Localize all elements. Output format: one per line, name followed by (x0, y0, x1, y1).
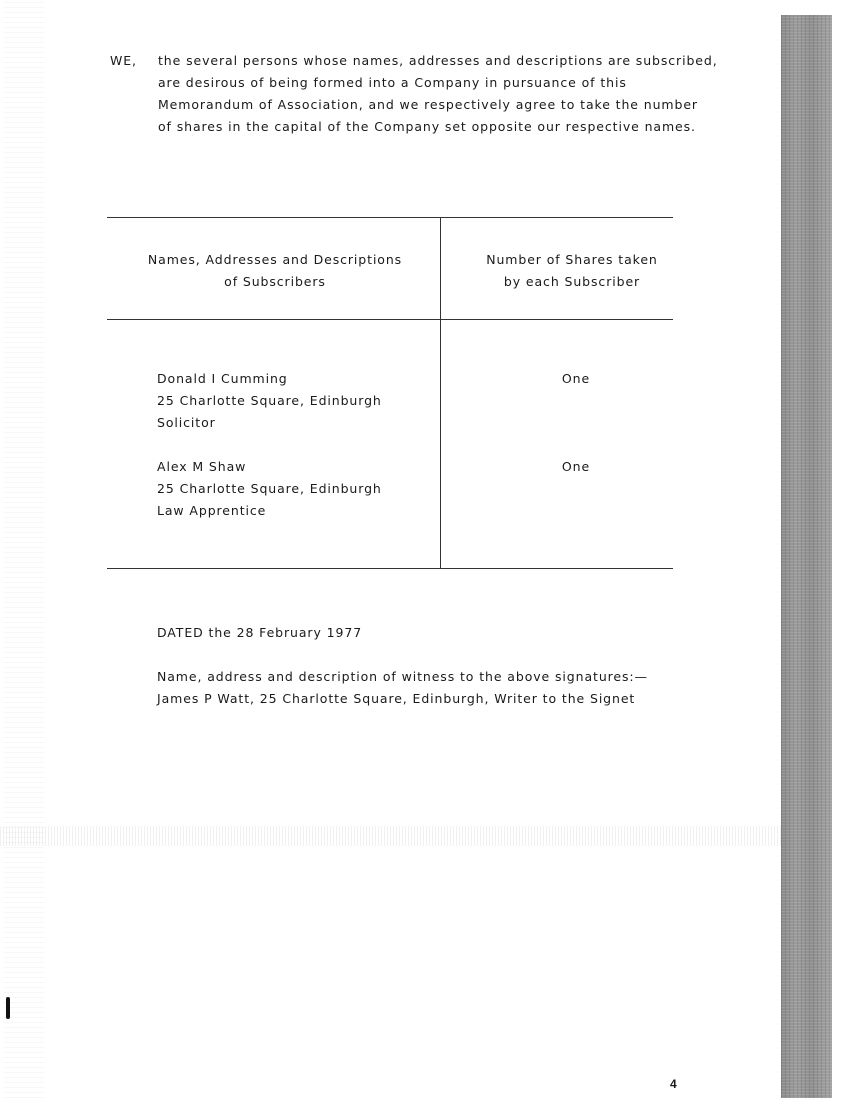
scan-left-edge (4, 0, 44, 1098)
scan-artifact-band (0, 826, 781, 846)
paragraph-line: Memorandum of Association, and we respectively agree to take the number (158, 97, 698, 112)
subscriber-name: Alex M Shaw (157, 459, 247, 474)
subscriber-description: Law Apprentice (157, 503, 267, 518)
header-names (134, 249, 416, 293)
header-names-line: of Subscribers (224, 274, 326, 289)
margin-mark (6, 997, 10, 1019)
table-bottom-rule (107, 568, 673, 569)
subscriber-description: Solicitor (157, 415, 216, 430)
subscriber-shares: One (561, 371, 591, 386)
subscriber-shares: One (561, 459, 591, 474)
paragraph-line: the several persons whose names, addresses and descriptions are subscribed, (158, 53, 718, 68)
header-names-line: Names, Addresses and Descriptions (147, 252, 403, 267)
header-shares-line: Number of Shares taken (486, 252, 658, 267)
page-number: 4 (670, 1077, 677, 1091)
table-header-rule (107, 319, 673, 320)
subscriber-address: 25 Charlotte Square, Edinburgh (157, 393, 382, 408)
subscriber-address: 25 Charlotte Square, Edinburgh (157, 481, 382, 496)
dated-line: DATED the 28 February 1977 (157, 625, 363, 640)
witness-label: Name, address and description of witness to the above signatures:— (157, 669, 648, 684)
header-shares-line: by each Subscriber (503, 274, 641, 289)
subscriber-name: Donald I Cumming (157, 371, 288, 386)
table-top-rule (107, 217, 673, 218)
paragraph-line: are desirous of being formed into a Company in pursuance of this (158, 75, 627, 90)
header-shares (431, 249, 713, 293)
paragraph-lead: WE, (110, 53, 137, 68)
witness-value: James P Watt, 25 Charlotte Square, Edinburgh, Writer to the Signet (157, 691, 636, 706)
paragraph-line: of shares in the capital of the Company set opposite our respective names. (158, 119, 696, 134)
scan-side-bar (781, 15, 832, 1098)
